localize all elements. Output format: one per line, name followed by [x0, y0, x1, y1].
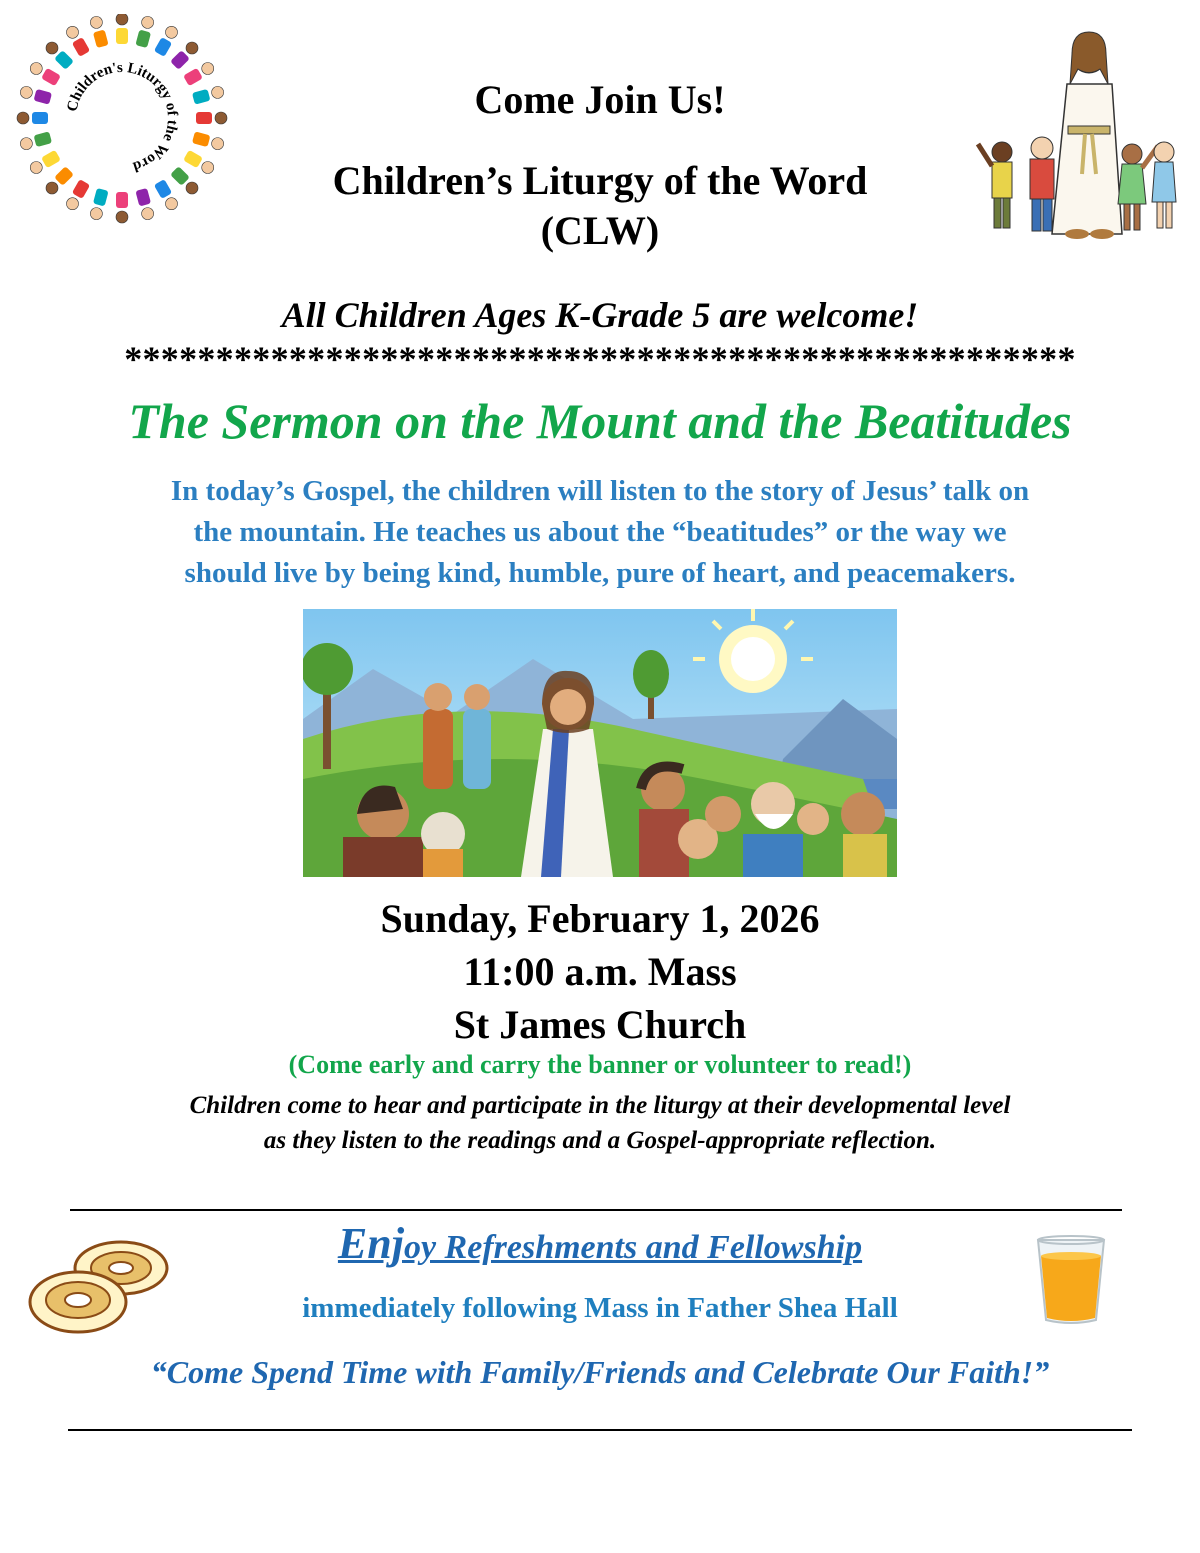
logo-child-head: [142, 16, 154, 28]
sermon-title: The Sermon on the Mount and the Beatitudes: [128, 393, 1072, 449]
come-join-us-heading: Come Join Us!: [474, 77, 726, 122]
children-description: [60, 1088, 1140, 1158]
logo-child-figure: [170, 50, 190, 70]
logo-child-head: [67, 26, 79, 38]
logo-child-head: [186, 42, 198, 54]
closing-quote: “Come Spend Time with Family/Friends and Celebrate Our Faith!”: [150, 1354, 1050, 1390]
refreshments-heading-initial: Enj: [337, 1219, 404, 1268]
clw-title-line: Children’s Liturgy of the Word: [332, 158, 868, 203]
svg-text:Children's Liturgy of the Word: Children's Liturgy of the Word: [64, 59, 181, 175]
logo-child-head: [166, 26, 178, 38]
welcome-text: All Children Ages K-Grade 5 are welcome!: [281, 295, 919, 335]
event-time: 11:00 a.m. Mass: [463, 949, 737, 994]
logo-child-figure: [116, 28, 128, 44]
refreshments-location: immediately following Mass in Father Shea Hall: [302, 1292, 898, 1324]
event-details: [0, 892, 1200, 1051]
gospel-line: should live by being kind, humble, pure of heart, and peacemakers.: [184, 557, 1016, 589]
logo-child-head: [202, 63, 214, 75]
logo-child-head: [116, 14, 128, 25]
logo-child-figure: [154, 37, 172, 57]
gospel-description: [60, 471, 1140, 594]
children-line: Children come to hear and participate in the liturgy at their developmental level: [189, 1092, 1011, 1119]
logo-child-figure: [192, 131, 211, 147]
logo-child-head: [90, 16, 102, 28]
come-early-note: (Come early and carry the banner or volunteer to read!): [288, 1050, 912, 1079]
logo-child-head: [20, 138, 32, 150]
logo-child-head: [46, 42, 58, 54]
children-line: as they listen to the readings and a Gospel-appropriate reflection.: [263, 1127, 937, 1154]
event-place: St James Church: [453, 1002, 747, 1047]
bottom-divider: [68, 1429, 1132, 1431]
refreshments-heading: [0, 1218, 1200, 1269]
refreshments-heading-rest: oy Refreshments and Fellowship: [403, 1229, 863, 1266]
logo-child-figure: [54, 50, 74, 70]
clw-abbrev: (CLW): [540, 208, 660, 253]
star-divider: ****************************************************: [124, 339, 1076, 379]
gospel-line: the mountain. He teaches us about the “beatitudes” or the way we: [193, 516, 1007, 548]
top-divider: [70, 1209, 1122, 1211]
logo-child-figure: [135, 30, 151, 49]
sermon-on-the-mount-image: [303, 609, 897, 877]
logo-child-head: [30, 63, 42, 75]
logo-child-figure: [34, 131, 53, 147]
clw-title: [0, 156, 1200, 256]
gospel-line: In today’s Gospel, the children will listen to the story of Jesus’ talk on: [170, 475, 1030, 507]
logo-child-head: [212, 138, 224, 150]
logo-child-figure: [72, 37, 90, 57]
logo-child-figure: [93, 30, 109, 49]
event-date: Sunday, February 1, 2026: [380, 896, 820, 941]
